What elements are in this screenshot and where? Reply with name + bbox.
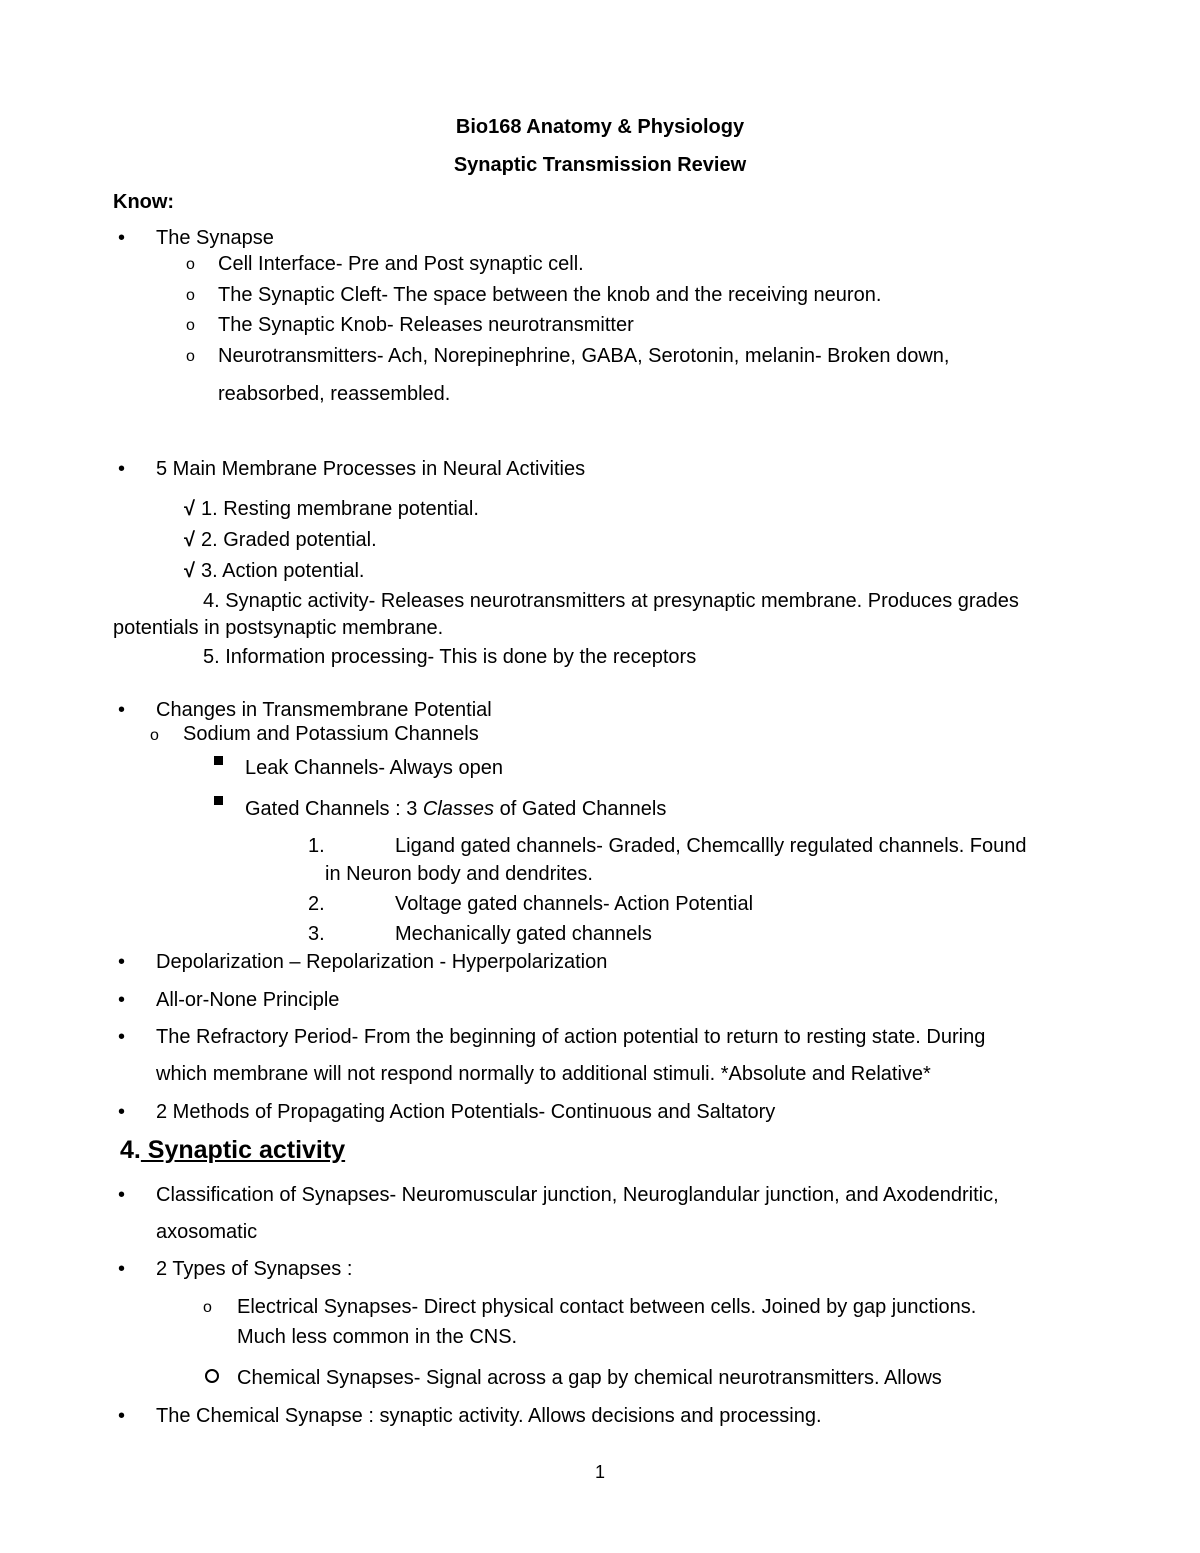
square-bullet-icon [214, 756, 223, 765]
list-item: Ligand gated channels- Graded, Chemcallly regulated channels. Found [395, 835, 1027, 857]
square-bullet-icon [214, 796, 223, 805]
list-item-continuation: which membrane will not respond normally to additional stimuli. *Absolute and Relative* [156, 1063, 931, 1085]
list-item: 2 Types of Synapses : [156, 1258, 353, 1280]
list-number: 3. [308, 923, 325, 945]
bullet-icon: • [118, 1258, 126, 1280]
list-item: Electrical Synapses- Direct physical contact between cells. Joined by gap junctions. [237, 1296, 977, 1318]
circle-bullet-icon: o [203, 1299, 212, 1316]
hollow-circle-bullet-icon [205, 1369, 219, 1383]
bullet-icon: • [118, 1101, 126, 1123]
list-item: 3. Action potential. [201, 560, 365, 582]
list-item: Sodium and Potassium Channels [183, 723, 479, 745]
circle-bullet-icon: o [186, 256, 195, 273]
bullet-icon: • [118, 1184, 126, 1206]
circle-bullet-icon: o [186, 317, 195, 334]
circle-bullet-icon: o [150, 727, 159, 744]
bullet-icon: • [118, 699, 126, 721]
list-item: Neurotransmitters- Ach, Norepinephrine, GABA, Serotonin, melanin- Broken down, [218, 345, 950, 367]
list-item: 2. Graded potential. [201, 529, 377, 551]
list-item: The Synaptic Knob- Releases neurotransmitter [218, 314, 634, 336]
list-item: Mechanically gated channels [395, 923, 652, 945]
document-subtitle: Synaptic Transmission Review [453, 154, 747, 176]
list-item: Cell Interface- Pre and Post synaptic cell. [218, 253, 584, 275]
circle-bullet-icon: o [186, 348, 195, 365]
know-label: Know: [113, 191, 175, 213]
list-item: Leak Channels- Always open [245, 757, 503, 779]
list-item: The Chemical Synapse : synaptic activity. Allows decisions and processing. [156, 1405, 822, 1427]
list-item-continuation: Much less common in the CNS. [237, 1326, 518, 1348]
section-heading: 4. Synaptic activity [120, 1136, 346, 1164]
list-item: 2 Methods of Propagating Action Potentials- Continuous and Saltatory [156, 1101, 776, 1123]
list-item: Depolarization – Repolarization - Hyperpolarization [156, 951, 608, 973]
list-item: Chemical Synapses- Signal across a gap by chemical neurotransmitters. Allows [237, 1367, 942, 1389]
list-item-continuation: reabsorbed, reassembled. [218, 383, 451, 405]
document-title: Bio168 Anatomy & Physiology [455, 116, 745, 138]
list-item: The Refractory Period- From the beginning of action potential to return to resting state. During [156, 1026, 986, 1048]
checkmark-icon: √ [184, 529, 195, 551]
list-item-continuation: axosomatic [156, 1221, 258, 1243]
list-item: The Synaptic Cleft- The space between the knob and the receiving neuron. [218, 284, 882, 306]
membrane-heading: 5 Main Membrane Processes in Neural Activities [156, 458, 586, 480]
list-number: 1. [308, 835, 325, 857]
list-item-continuation: in Neuron body and dendrites. [325, 863, 593, 885]
bullet-icon: • [118, 1405, 126, 1427]
bullet-icon: • [118, 458, 126, 480]
list-item: Voltage gated channels- Action Potential [395, 893, 754, 915]
bullet-icon: • [118, 227, 126, 249]
list-item: 5. Information processing- This is done by the receptors [203, 646, 697, 668]
bullet-icon: • [118, 951, 126, 973]
list-number: 2. [308, 893, 325, 915]
circle-bullet-icon: o [186, 287, 195, 304]
list-item: 4. Synaptic activity- Releases neurotransmitters at presynaptic membrane. Produces grades [203, 590, 1019, 612]
list-item: 1. Resting membrane potential. [201, 498, 479, 520]
list-item-continuation: potentials in postsynaptic membrane. [113, 617, 444, 639]
bullet-icon: • [118, 989, 126, 1011]
gated-channels-item: Gated Channels : 3 Classes of Gated Channels [245, 798, 667, 820]
page-number: 1 [594, 1462, 605, 1482]
list-item: All-or-None Principle [156, 989, 340, 1011]
synapse-heading: The Synapse [156, 227, 274, 249]
list-item: Classification of Synapses- Neuromuscular junction, Neuroglandular junction, and Axodendritic, [156, 1184, 999, 1206]
checkmark-icon: √ [184, 560, 195, 582]
changes-heading: Changes in Transmembrane Potential [156, 699, 492, 721]
checkmark-icon: √ [184, 498, 195, 520]
bullet-icon: • [118, 1026, 126, 1048]
